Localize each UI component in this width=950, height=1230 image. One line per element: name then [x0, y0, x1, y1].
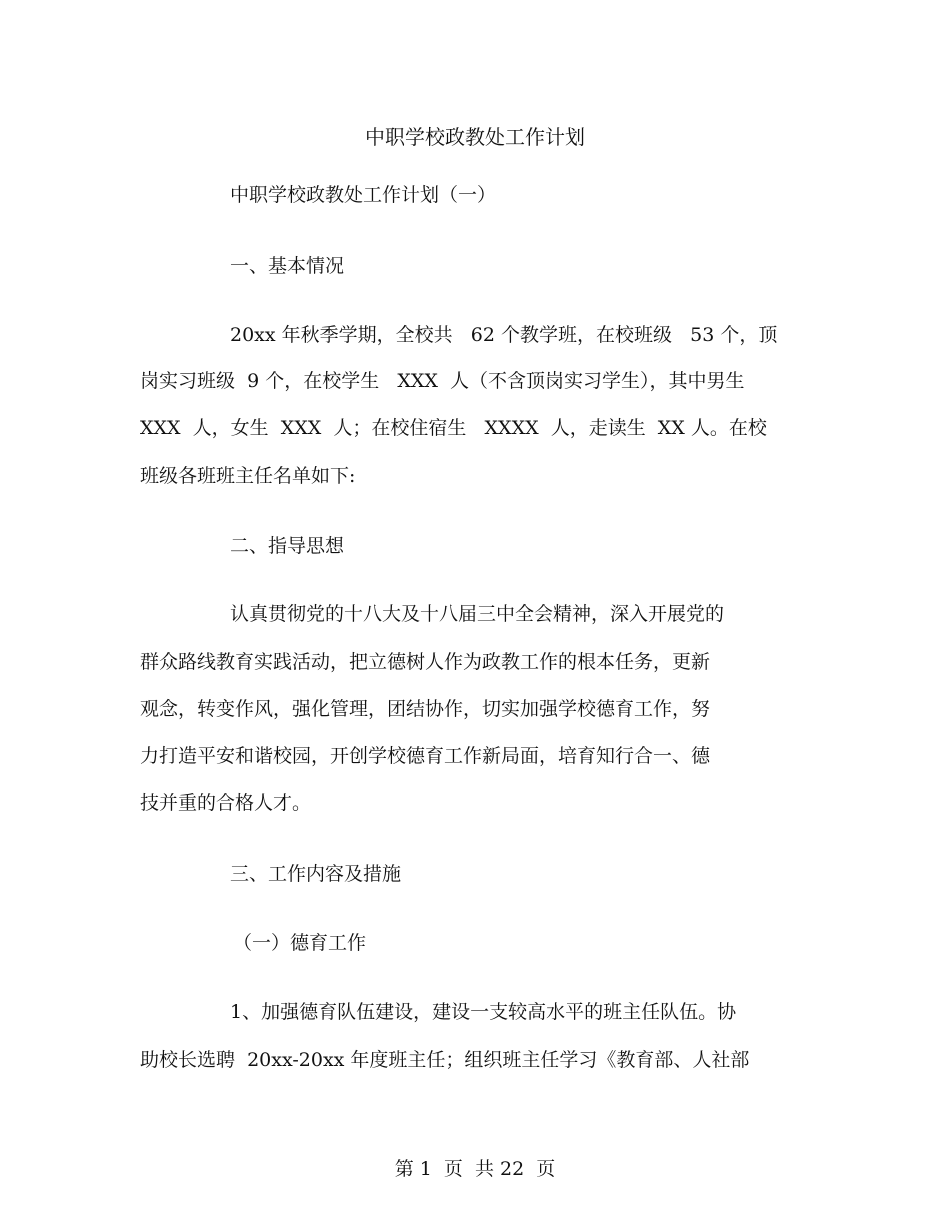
document-subtitle: 中职学校政教处工作计划（一） — [230, 184, 497, 206]
paragraph-line: 20xx 年秋季学期，全校共 62 个教学班，在校班级 53 个，顶 — [230, 324, 778, 346]
paragraph-line: 群众路线教育实践活动，把立德树人作为政教工作的根本任务，更新 — [140, 651, 711, 673]
paragraph-line: 力打造平安和谐校园，开创学校德育工作新局面，培育知行合一、德 — [140, 745, 711, 767]
paragraph-line: 观念，转变作风，强化管理，团结协作，切实加强学校德育工作，努 — [140, 698, 711, 720]
paragraph-line: 技并重的合格人才。 — [140, 792, 312, 814]
paragraph-line: 岗实习班级 9 个，在校学生 XXX 人（不含顶岗实习学生），其中男生 — [140, 370, 745, 392]
section-heading-guiding-ideology: 二、指导思想 — [230, 535, 345, 557]
paragraph-line: 班级各班班主任名单如下: — [140, 465, 356, 487]
section-heading-work-content: 三、工作内容及措施 — [230, 863, 402, 885]
paragraph-line: 认真贯彻党的十八大及十八届三中全会精神，深入开展党的 — [230, 603, 725, 625]
section-heading-basic-info: 一、基本情况 — [230, 255, 345, 277]
paragraph-line: 助校长选聘 20xx-20xx 年度班主任；组织班主任学习《教育部、人社部 — [140, 1049, 750, 1071]
paragraph-line: 1、加强德育队伍建设，建设一支较高水平的班主任队伍。协 — [230, 1001, 737, 1023]
document-title: 中职学校政教处工作计划 — [365, 125, 585, 149]
page-footer: 第 1 页 共 22 页 — [394, 1158, 556, 1180]
subsection-heading-moral-education: （一）德育工作 — [233, 932, 367, 954]
paragraph-line: XXX 人，女生 XXX 人；在校住宿生 XXXX 人，走读生 XX 人。在校 — [140, 417, 767, 439]
